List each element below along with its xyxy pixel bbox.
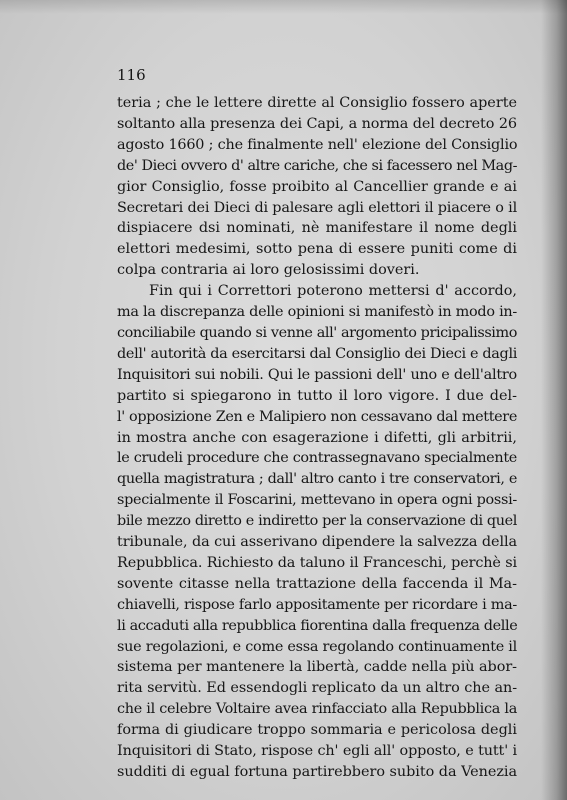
- text-line: partito si spiegarono in tutto il loro vigore. I due del-: [117, 387, 517, 404]
- text-line: conciliabile quando si venne all' argomento pricipalissimo: [117, 324, 517, 341]
- text-line: teria ; che le lettere dirette al Consiglio fossero aperte: [117, 95, 517, 111]
- text-line: quella magistratura ; dall' altro canto i tre conservatori, e: [117, 471, 517, 488]
- text-line: chiavelli, rispose farlo appositamente per ricordare i ma-: [117, 596, 517, 613]
- text-line: sovente citasse nella trattazione della faccenda il Ma-: [117, 575, 517, 592]
- text-line: che il celebre Voltaire avea rinfacciato alla Repubblica la: [117, 701, 517, 718]
- text-line: colpa contraria ai loro gelosissimi doveri.: [117, 262, 420, 279]
- text-line: ma la discrepanza delle opinioni si manifestò in modo in-: [117, 304, 517, 321]
- page-top-shadow: [0, 0, 567, 14]
- body-text: [117, 93, 517, 783]
- text-line: Inquisitori sui nobili. Qui le passioni dell' uno e dell'altro: [117, 366, 517, 383]
- text-line: Fin qui i Correttori poterono mettersi d' accordo,: [149, 283, 517, 300]
- text-line: bile mezzo diretto e indiretto per la conservazione di quel: [117, 513, 517, 530]
- page-spine-shadow: [541, 0, 567, 800]
- text-line: sistema per mantenere la libertà, cadde nella più abor-: [117, 659, 517, 676]
- text-line: rita servitù. Ed essendogli replicato da un altro che an-: [117, 680, 517, 697]
- text-line: de' Dieci ovvero d' altre cariche, che si facessero nel Mag-: [117, 157, 517, 174]
- text-line: li accaduti alla repubblica fiorentina dalla frequenza delle: [117, 617, 518, 634]
- text-line: sue regolazioni, e come essa regolando continuamente il: [117, 638, 517, 655]
- text-line: tribunale, da cui asserivano dipendere la salvezza della: [117, 534, 517, 551]
- text-line: gior Consiglio, fosse proibito al Cancellier grande e ai: [117, 178, 517, 195]
- text-line: agosto 1660 ; che finalmente nell' elezione del Consiglio: [117, 136, 518, 153]
- text-line: elettori medesimi, sotto pena di essere puniti come di: [117, 241, 517, 258]
- text-line: l' opposizione Zen e Malipiero non cessavano dal mettere: [117, 408, 517, 425]
- text-line: Repubblica. Richiesto da taluno il Franceschi, perchè si: [117, 554, 517, 571]
- text-line: forma di giudicare troppo sommaria e pericolosa degli: [117, 722, 517, 739]
- page-number: 116: [117, 66, 146, 84]
- text-line: in mostra anche con esagerazione i difetti, gli arbitrii,: [117, 429, 517, 446]
- text-line: soltanto alla presenza dei Capi, a norma del decreto 26: [117, 115, 517, 132]
- text-line: sudditi di egual fortuna partirebbero subito da Venezia: [117, 764, 517, 780]
- text-line: specialmente il Foscarini, mettevano in opera ogni possi-: [117, 492, 517, 509]
- text-line: le crudeli procedure che contrassegnavano specialmente: [117, 450, 517, 467]
- text-line: dispiacere dsi nominati, nè manifestare il nome degli: [117, 220, 517, 237]
- text-line: Secretari dei Dieci di palesare agli elettori il piacere o il: [117, 199, 517, 216]
- text-line: Inquisitori di Stato, rispose ch' egli all' opposto, e tutt' i: [117, 743, 518, 760]
- text-line: dell' autorità da esercitarsi dal Consiglio dei Dieci e dagli: [117, 345, 517, 362]
